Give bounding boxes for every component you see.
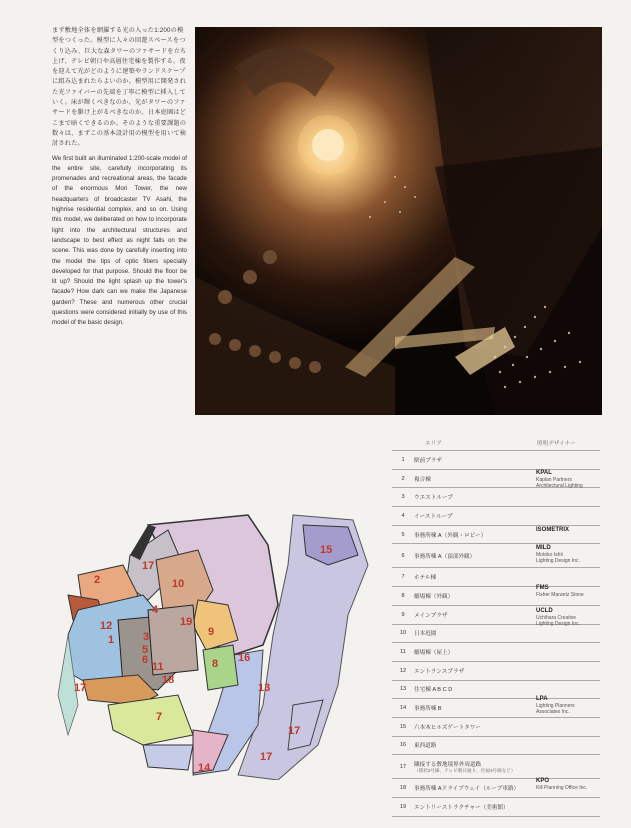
map-label: 1 bbox=[108, 634, 115, 646]
designer-entry: ISOMETRIX bbox=[536, 527, 570, 533]
map-label: 2 bbox=[94, 574, 101, 586]
lighting-designer-table bbox=[392, 436, 600, 817]
designer-entry: FMS Fisher Marantz Stone bbox=[536, 585, 584, 598]
body-text-column bbox=[52, 26, 187, 329]
designer-entry: UCLD Uchihara Creative Lighting Design Inc. bbox=[536, 608, 580, 628]
table-row: 10 日本庭園 bbox=[392, 624, 600, 643]
map-label: 12 bbox=[100, 620, 113, 632]
table-row: 9 メインプラザ bbox=[392, 605, 600, 624]
table-row: 17 隣接する敷地境界外周道路 （環状3号線、テレビ朝日通り、区画3号線など） bbox=[392, 754, 600, 778]
map-label: 11 bbox=[152, 661, 164, 673]
table-row: 15 六本木ヒルズゲートタワー bbox=[392, 717, 600, 736]
site-map-drawing bbox=[48, 505, 388, 780]
table-row: 13 住宅棟 A B C D bbox=[392, 680, 600, 699]
column-header-area: エリア bbox=[425, 441, 442, 447]
table-row: 18 事務所棟 Aドライブウェイ（ループ車路） bbox=[392, 778, 600, 797]
table-row: 1 駅前プラザ bbox=[392, 450, 600, 469]
table-row: 2 複合棟 bbox=[392, 469, 600, 488]
map-label: 17 bbox=[288, 725, 301, 737]
designer-entry: KPAL Kaplan Partners Architectural Lighting bbox=[536, 470, 583, 490]
table-row: 11 劇場棟（屋上） bbox=[392, 642, 600, 661]
table-body bbox=[392, 450, 600, 817]
table-row: 6 事務所棟 A（頂部外観） bbox=[392, 543, 600, 567]
table-row: 16 東西道路 bbox=[392, 736, 600, 755]
table-row: 8 劇場棟（外観） bbox=[392, 586, 600, 605]
designer-entry: LPA Lighting Planners Associates Inc. bbox=[536, 696, 575, 716]
table-row: 14 事務所棟 B bbox=[392, 698, 600, 717]
map-label: 13 bbox=[258, 682, 271, 694]
map-label: 16 bbox=[238, 652, 251, 664]
lighting-model-photo bbox=[195, 27, 602, 415]
map-label: 3 bbox=[143, 631, 150, 643]
map-label: 10 bbox=[172, 578, 185, 590]
table-header bbox=[392, 436, 600, 450]
table-row: 3 ウエストループ bbox=[392, 487, 600, 506]
english-paragraph: We first built an illuminated 1:200-scale model of the entire site, carefully incorporating its promenades and recreational areas, the facade of the enormous Mori Tower, the new headquarters of broadcaster TV Asahi, the highrise residential complex, and so on. Using this model, we deliberated on how to incorporate light into the architectural structures and landscape to best effect as night falls on the scene. This was done by carefully inserting into the model the tips of optic fibers specially developed for that purpose. Should the floor be lit up? Should the light splash up the tower's facade? How dark can we make the Japanese garden? These and numerous other crucial questions were considered initially by use of this model of the basic design. bbox=[52, 154, 187, 327]
table-row: 12 エントランスプラザ bbox=[392, 661, 600, 680]
map-label: 5 bbox=[142, 644, 149, 656]
map-label: 6 bbox=[142, 654, 149, 666]
japanese-paragraph: まず敷地全体を網羅する光の入った1:200の模型をつくった。模型に人々の回遊スペースをつくり込み、巨大な森タワーのファサードを立ち上げ、テレビ朝日や高層住宅棟を製作する。夜を迎えて光がどのように建築やランドスケープに組み込まれたらよいのか。模型用に開発された光ファイバーの先端を丁寧に模型に挿入していく。床が輝くべきなのか、光がタワーのファサードを駆け上がるべきなのか、日本庭園はどこまで暗くできるのか。そのような重要課題の数々は、まずこの基本設計用の模型を用いて検討された。 bbox=[52, 27, 187, 148]
map-label: 15 bbox=[320, 544, 333, 556]
map-label: 17 bbox=[260, 751, 273, 763]
site-map bbox=[48, 505, 388, 780]
map-label: 8 bbox=[212, 658, 219, 670]
map-label: 18 bbox=[162, 674, 175, 686]
table-row: 7 ホテル棟 bbox=[392, 567, 600, 586]
map-label: 14 bbox=[198, 762, 211, 774]
map-label: 4 bbox=[152, 604, 159, 616]
table-row: 5 事務所棟 A（外観・ロビー） bbox=[392, 525, 600, 544]
map-label: 17 bbox=[74, 682, 87, 694]
column-header-designer: 照明デザイナー bbox=[537, 441, 576, 447]
map-label: 7 bbox=[156, 711, 163, 723]
map-label: 9 bbox=[208, 626, 215, 638]
model-photo-image bbox=[195, 27, 602, 415]
table-row: 4 イーストループ bbox=[392, 506, 600, 525]
table-row: 19 エントリーストラクチャー（美術館） bbox=[392, 797, 600, 817]
designer-entry: KPO Kill Planning Office Inc. bbox=[536, 778, 588, 791]
map-label: 19 bbox=[180, 616, 193, 628]
map-label: 17 bbox=[142, 560, 155, 572]
designer-entry: MILD Motoko Ishii Lighting Design Inc. bbox=[536, 545, 580, 565]
